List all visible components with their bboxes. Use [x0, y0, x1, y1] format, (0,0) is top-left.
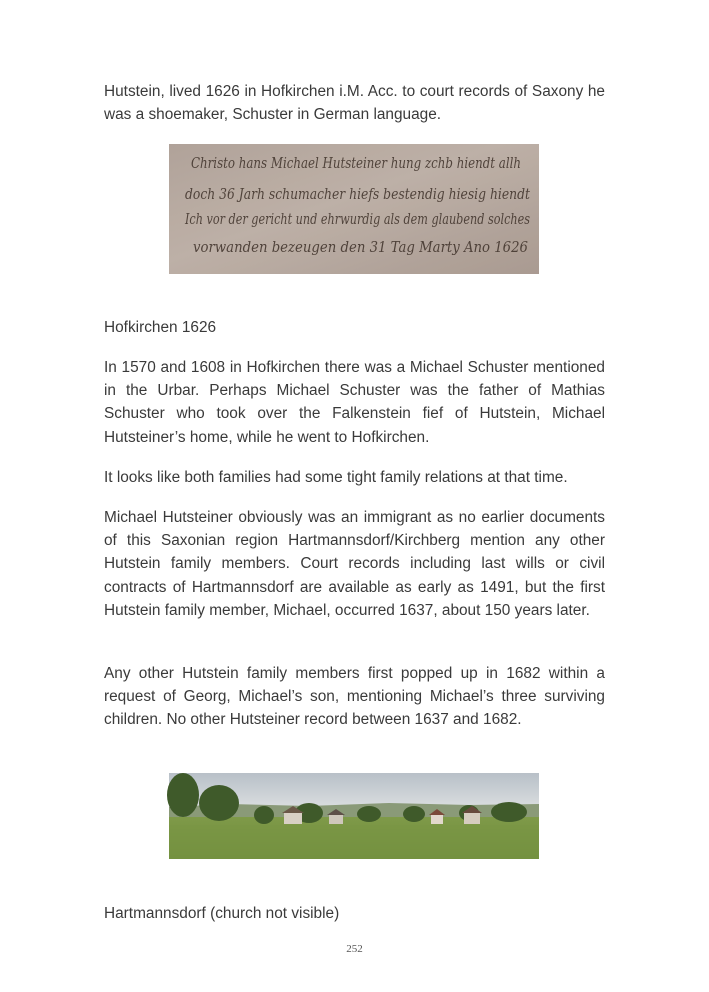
paragraph-other-members: Any other Hutstein family members first popped up in 1682 within a request of Georg, Michael’s son, mentioning Michael’s three surviving children. No other Hutsteiner record between 1637 and 1682. [104, 665, 605, 729]
manuscript-line: Christo hans Michael Hutsteiner hung zchb hiendt allh [191, 154, 521, 172]
manuscript-line: Ich vor der gericht und ehrwurdig als dem glaubend solches [184, 210, 531, 228]
paragraph-immigrant: Michael Hutsteiner obviously was an immigrant as no earlier documents of this Saxonian region Hartmannsdorf/Kirchberg mention any other Hutstein family members. Court records including last wills or civil contracts of Hartmannsdorf are available as early as 1491, but the first Hutstein family member, Michael, occurred 1637, about 150 years later. [104, 509, 605, 619]
manuscript-line: vorwanden bezeugen den 31 Tag Marty Ano 1626 [193, 238, 529, 256]
manuscript-line: doch 36 Jarh schumacher hiefs bestendig hiesig hiendt [185, 185, 531, 203]
page-number: 252 [346, 943, 363, 955]
paragraph-michael-schuster: In 1570 and 1608 in Hofkirchen there was a Michael Schuster mentioned in the Urbar. Perhaps Michael Schuster was the father of Mathias Schuster who took over the Falkenstein fief of Hutstein, Michael Hutsteiner’s home, while he went to Hofkirchen. [104, 359, 605, 446]
manuscript-image [169, 144, 539, 274]
caption-hofkirchen: Hofkirchen 1626 [104, 319, 217, 336]
manuscript-photo [169, 144, 539, 274]
caption-hartmannsdorf: Hartmannsdorf (church not visible) [104, 905, 340, 922]
paragraph-family-relations: It looks like both families had some tight family relations at that time. [104, 469, 568, 486]
landscape-image [169, 773, 539, 859]
hartmannsdorf-photo [169, 773, 539, 859]
paragraph-shoemaker: Hutstein, lived 1626 in Hofkirchen i.M. Acc. to court records of Saxony he was a shoemaker, Schuster in German language. [104, 83, 605, 124]
